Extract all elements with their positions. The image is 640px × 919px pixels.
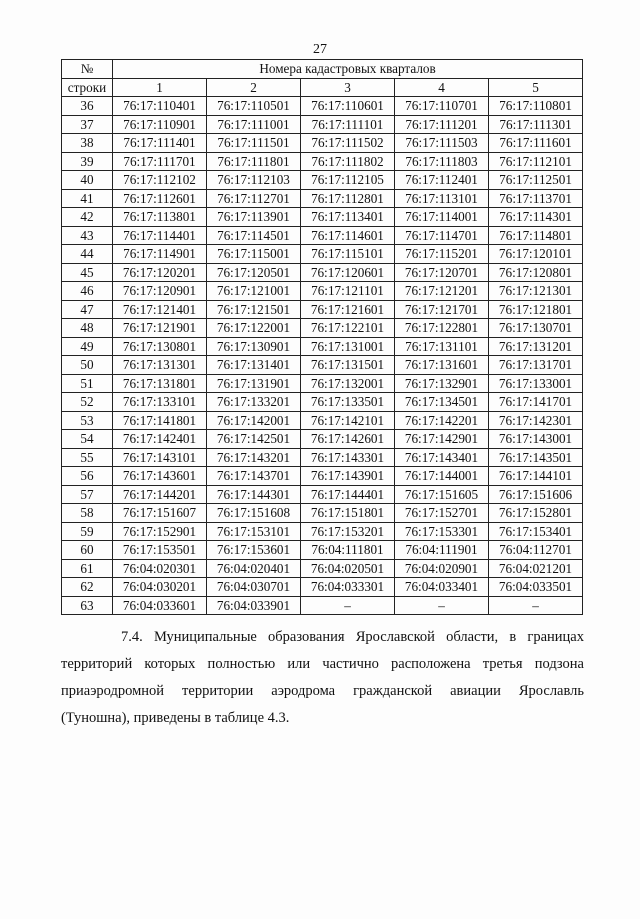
table-body <box>62 97 583 615</box>
table-row <box>62 578 583 597</box>
cadastral-number-cell: 76:17:110501 <box>207 97 301 116</box>
row-number-cell: 43 <box>62 226 113 245</box>
row-number-cell: 37 <box>62 115 113 134</box>
cadastral-number-cell: 76:17:122101 <box>301 319 395 338</box>
cadastral-number-cell: 76:17:121401 <box>113 300 207 319</box>
cadastral-number-cell: 76:04:033301 <box>301 578 395 597</box>
cadastral-number-cell: 76:17:143201 <box>207 448 301 467</box>
table-row <box>62 171 583 190</box>
row-number-cell: 41 <box>62 189 113 208</box>
table-row <box>62 263 583 282</box>
cadastral-number-cell: 76:17:134501 <box>395 393 489 412</box>
row-number-cell: 55 <box>62 448 113 467</box>
cadastral-number-cell: 76:17:131101 <box>395 337 489 356</box>
cadastral-number-cell: 76:17:153501 <box>113 541 207 560</box>
table-row <box>62 300 583 319</box>
row-number-cell: 58 <box>62 504 113 523</box>
column-number: 5 <box>489 78 583 97</box>
cadastral-number-cell: 76:17:142601 <box>301 430 395 449</box>
table-row <box>62 319 583 338</box>
cadastral-number-cell: 76:17:120601 <box>301 263 395 282</box>
table-row <box>62 430 583 449</box>
cadastral-number-cell: 76:04:021201 <box>489 559 583 578</box>
cadastral-number-cell: 76:17:131301 <box>113 356 207 375</box>
cadastral-number-cell: 76:04:030701 <box>207 578 301 597</box>
row-number-cell: 60 <box>62 541 113 560</box>
cadastral-number-cell: 76:17:121901 <box>113 319 207 338</box>
cadastral-number-cell: 76:17:115001 <box>207 245 301 264</box>
table-row <box>62 522 583 541</box>
row-number-cell: 54 <box>62 430 113 449</box>
row-number-header: № <box>62 60 113 79</box>
cadastral-number-cell: 76:17:114501 <box>207 226 301 245</box>
cadastral-number-cell: 76:17:112501 <box>489 171 583 190</box>
cadastral-number-cell: 76:17:133201 <box>207 393 301 412</box>
cadastral-number-cell: 76:17:142301 <box>489 411 583 430</box>
cadastral-number-cell: 76:17:122001 <box>207 319 301 338</box>
cadastral-number-cell: 76:17:115101 <box>301 245 395 264</box>
cadastral-number-cell: 76:17:114001 <box>395 208 489 227</box>
cadastral-number-cell: 76:17:112101 <box>489 152 583 171</box>
cadastral-number-cell: 76:17:152901 <box>113 522 207 541</box>
cadastral-number-cell: 76:17:111301 <box>489 115 583 134</box>
cadastral-quarters-table <box>61 59 583 615</box>
cadastral-number-cell: 76:17:132001 <box>301 374 395 393</box>
cadastral-number-cell: 76:17:153401 <box>489 522 583 541</box>
row-number-cell: 48 <box>62 319 113 338</box>
cadastral-number-cell: 76:17:141801 <box>113 411 207 430</box>
cadastral-number-cell: 76:17:131401 <box>207 356 301 375</box>
table-row <box>62 134 583 153</box>
cadastral-number-cell: 76:17:120101 <box>489 245 583 264</box>
cadastral-number-cell: 76:17:111501 <box>207 134 301 153</box>
cadastral-number-cell: 76:04:111801 <box>301 541 395 560</box>
cadastral-number-cell: 76:17:114701 <box>395 226 489 245</box>
cadastral-number-cell: 76:17:131001 <box>301 337 395 356</box>
cadastral-number-cell: 76:17:144401 <box>301 485 395 504</box>
cadastral-number-cell: 76:17:133001 <box>489 374 583 393</box>
cadastral-number-cell: 76:17:121501 <box>207 300 301 319</box>
table-column-numbers-row <box>62 78 583 97</box>
table-row <box>62 393 583 412</box>
paragraph-line: территорий которых полностью или частично расположена третья подзона <box>61 656 584 672</box>
table-row <box>62 448 583 467</box>
cadastral-number-cell: 76:17:142001 <box>207 411 301 430</box>
cadastral-number-cell: 76:17:131801 <box>113 374 207 393</box>
cadastral-number-cell: 76:17:121201 <box>395 282 489 301</box>
cadastral-number-cell: 76:17:112701 <box>207 189 301 208</box>
row-number-cell: 62 <box>62 578 113 597</box>
cadastral-number-cell: 76:17:131601 <box>395 356 489 375</box>
cadastral-number-cell: 76:17:111801 <box>207 152 301 171</box>
cadastral-number-cell: 76:17:115201 <box>395 245 489 264</box>
cadastral-number-cell: 76:17:131901 <box>207 374 301 393</box>
cadastral-number-cell: 76:17:143001 <box>489 430 583 449</box>
cadastral-number-cell: 76:17:113701 <box>489 189 583 208</box>
cadastral-number-cell: 76:17:111701 <box>113 152 207 171</box>
cadastral-number-cell: 76:17:144001 <box>395 467 489 486</box>
cadastral-number-cell: 76:17:152701 <box>395 504 489 523</box>
cadastral-number-cell: 76:04:033901 <box>207 596 301 615</box>
cadastral-number-cell: 76:04:030201 <box>113 578 207 597</box>
cadastral-number-cell: 76:04:112701 <box>489 541 583 560</box>
table-row <box>62 226 583 245</box>
cadastral-number-cell: 76:04:033601 <box>113 596 207 615</box>
cadastral-number-cell: 76:17:110401 <box>113 97 207 116</box>
cadastral-number-cell: 76:17:111401 <box>113 134 207 153</box>
cadastral-number-cell: – <box>301 596 395 615</box>
table-row <box>62 541 583 560</box>
cadastral-number-cell: 76:04:033501 <box>489 578 583 597</box>
cadastral-number-cell: 76:04:033401 <box>395 578 489 597</box>
cadastral-number-cell: 76:17:111802 <box>301 152 395 171</box>
cadastral-number-cell: 76:17:151606 <box>489 485 583 504</box>
cadastral-number-cell: 76:17:112801 <box>301 189 395 208</box>
cadastral-number-cell: 76:17:121001 <box>207 282 301 301</box>
cadastral-number-cell: 76:17:141701 <box>489 393 583 412</box>
row-number-cell: 40 <box>62 171 113 190</box>
row-number-cell: 63 <box>62 596 113 615</box>
cadastral-number-cell: 76:17:153601 <box>207 541 301 560</box>
row-number-cell: 46 <box>62 282 113 301</box>
cadastral-number-cell: 76:17:133501 <box>301 393 395 412</box>
cadastral-number-cell: 76:17:114301 <box>489 208 583 227</box>
table-row <box>62 245 583 264</box>
cadastral-number-cell: 76:17:152801 <box>489 504 583 523</box>
table-row <box>62 208 583 227</box>
cadastral-number-cell: 76:17:113401 <box>301 208 395 227</box>
row-number-cell: 45 <box>62 263 113 282</box>
cadastral-number-cell: 76:17:120801 <box>489 263 583 282</box>
cadastral-number-cell: 76:04:020301 <box>113 559 207 578</box>
cadastral-number-cell: 76:17:153101 <box>207 522 301 541</box>
table-header-row <box>62 60 583 79</box>
row-number-cell: 59 <box>62 522 113 541</box>
cadastral-number-cell: 76:17:131501 <box>301 356 395 375</box>
row-number-cell: 42 <box>62 208 113 227</box>
row-number-cell: 38 <box>62 134 113 153</box>
table-row <box>62 115 583 134</box>
row-number-cell: 61 <box>62 559 113 578</box>
row-number-cell: 36 <box>62 97 113 116</box>
paragraph-line: 7.4. Муниципальные образования Ярославской области, в границах <box>121 629 584 645</box>
table-row <box>62 374 583 393</box>
cadastral-number-cell: 76:17:111101 <box>301 115 395 134</box>
cadastral-number-cell: 76:17:153201 <box>301 522 395 541</box>
cadastral-number-cell: 76:17:112601 <box>113 189 207 208</box>
table-row <box>62 337 583 356</box>
table-row <box>62 559 583 578</box>
cadastral-number-cell: 76:17:121101 <box>301 282 395 301</box>
cadastral-number-cell: 76:17:143401 <box>395 448 489 467</box>
cadastral-number-cell: 76:17:151801 <box>301 504 395 523</box>
table-row <box>62 97 583 116</box>
cadastral-number-cell: 76:17:121701 <box>395 300 489 319</box>
row-number-cell: 39 <box>62 152 113 171</box>
table-row <box>62 189 583 208</box>
cadastral-number-cell: 76:17:130801 <box>113 337 207 356</box>
table-row <box>62 152 583 171</box>
cadastral-number-cell: 76:17:133101 <box>113 393 207 412</box>
cadastral-number-cell: 76:17:110901 <box>113 115 207 134</box>
table-row <box>62 282 583 301</box>
row-number-cell: 56 <box>62 467 113 486</box>
cadastral-number-cell: 76:17:114801 <box>489 226 583 245</box>
cadastral-number-cell: 76:17:114401 <box>113 226 207 245</box>
cadastral-number-cell: 76:04:020401 <box>207 559 301 578</box>
cadastral-number-cell: 76:17:111502 <box>301 134 395 153</box>
cadastral-number-cell: 76:17:143701 <box>207 467 301 486</box>
column-number: 2 <box>207 78 301 97</box>
cadastral-number-cell: 76:17:112103 <box>207 171 301 190</box>
column-number: 4 <box>395 78 489 97</box>
table-row <box>62 411 583 430</box>
cadastral-number-cell: 76:17:144201 <box>113 485 207 504</box>
table-row <box>62 504 583 523</box>
cadastral-number-cell: 76:17:131701 <box>489 356 583 375</box>
cadastral-number-cell: 76:17:120701 <box>395 263 489 282</box>
cadastral-number-cell: 76:17:121601 <box>301 300 395 319</box>
cadastral-number-cell: 76:17:120501 <box>207 263 301 282</box>
cadastral-number-cell: 76:04:111901 <box>395 541 489 560</box>
cadastral-number-cell: 76:17:151607 <box>113 504 207 523</box>
cadastral-number-cell: 76:17:144101 <box>489 467 583 486</box>
cadastral-number-cell: 76:17:111001 <box>207 115 301 134</box>
cadastral-number-cell: – <box>395 596 489 615</box>
cadastral-number-cell: 76:17:122801 <box>395 319 489 338</box>
cadastral-number-cell: 76:17:130901 <box>207 337 301 356</box>
row-number-cell: 57 <box>62 485 113 504</box>
cadastral-number-cell: 76:17:110801 <box>489 97 583 116</box>
cadastral-number-cell: 76:17:121801 <box>489 300 583 319</box>
page-number: 27 <box>313 42 327 57</box>
cadastral-number-cell: 76:17:153301 <box>395 522 489 541</box>
cadastral-number-cell: 76:17:142201 <box>395 411 489 430</box>
cadastral-number-cell: 76:17:130701 <box>489 319 583 338</box>
table-row <box>62 596 583 615</box>
cadastral-number-cell: 76:17:142901 <box>395 430 489 449</box>
table-row <box>62 356 583 375</box>
row-number-cell: 53 <box>62 411 113 430</box>
cadastral-number-cell: 76:17:111503 <box>395 134 489 153</box>
cadastral-number-cell: 76:17:114901 <box>113 245 207 264</box>
cadastral-number-cell: 76:17:114601 <box>301 226 395 245</box>
cadastral-number-cell: 76:17:144301 <box>207 485 301 504</box>
row-number-header-2: строки <box>62 78 113 97</box>
section-paragraph <box>61 624 584 732</box>
paragraph-line: приаэродромной территории аэродрома гражданской авиации Ярославль <box>61 683 584 699</box>
row-number-cell: 50 <box>62 356 113 375</box>
cadastral-number-cell: 76:17:120201 <box>113 263 207 282</box>
cadastral-number-cell: 76:17:120901 <box>113 282 207 301</box>
cadastral-number-cell: 76:17:143501 <box>489 448 583 467</box>
cadastral-number-cell: 76:17:142501 <box>207 430 301 449</box>
cadastral-number-cell: 76:17:132901 <box>395 374 489 393</box>
cadastral-number-cell: 76:17:110701 <box>395 97 489 116</box>
row-number-cell: 52 <box>62 393 113 412</box>
row-number-cell: 51 <box>62 374 113 393</box>
cadastral-number-cell: 76:17:112401 <box>395 171 489 190</box>
row-number-cell: 47 <box>62 300 113 319</box>
cadastral-number-cell: 76:17:110601 <box>301 97 395 116</box>
column-number: 3 <box>301 78 395 97</box>
cadastral-number-cell: 76:17:142101 <box>301 411 395 430</box>
cadastral-number-cell: 76:17:113801 <box>113 208 207 227</box>
cadastral-number-cell: 76:17:113101 <box>395 189 489 208</box>
row-number-cell: 49 <box>62 337 113 356</box>
cadastral-number-cell: 76:17:143601 <box>113 467 207 486</box>
cadastral-number-cell: 76:17:151605 <box>395 485 489 504</box>
cadastral-number-cell: 76:17:113901 <box>207 208 301 227</box>
cadastral-number-cell: 76:17:112105 <box>301 171 395 190</box>
cadastral-number-cell: 76:17:143901 <box>301 467 395 486</box>
cadastral-number-cell: 76:17:121301 <box>489 282 583 301</box>
cadastral-number-cell: 76:17:143301 <box>301 448 395 467</box>
cadastral-number-cell: 76:17:151608 <box>207 504 301 523</box>
cadastral-number-cell: – <box>489 596 583 615</box>
table-row <box>62 485 583 504</box>
cadastral-group-header: Номера кадастровых кварталов <box>113 60 583 79</box>
table-row <box>62 467 583 486</box>
cadastral-number-cell: 76:17:142401 <box>113 430 207 449</box>
row-number-cell: 44 <box>62 245 113 264</box>
cadastral-number-cell: 76:17:112102 <box>113 171 207 190</box>
paragraph-line: (Туношна), приведены в таблице 4.3. <box>61 710 290 726</box>
cadastral-number-cell: 76:04:020901 <box>395 559 489 578</box>
column-number: 1 <box>113 78 207 97</box>
cadastral-number-cell: 76:04:020501 <box>301 559 395 578</box>
cadastral-number-cell: 76:17:131201 <box>489 337 583 356</box>
cadastral-number-cell: 76:17:111601 <box>489 134 583 153</box>
cadastral-number-cell: 76:17:111803 <box>395 152 489 171</box>
cadastral-number-cell: 76:17:111201 <box>395 115 489 134</box>
cadastral-number-cell: 76:17:143101 <box>113 448 207 467</box>
